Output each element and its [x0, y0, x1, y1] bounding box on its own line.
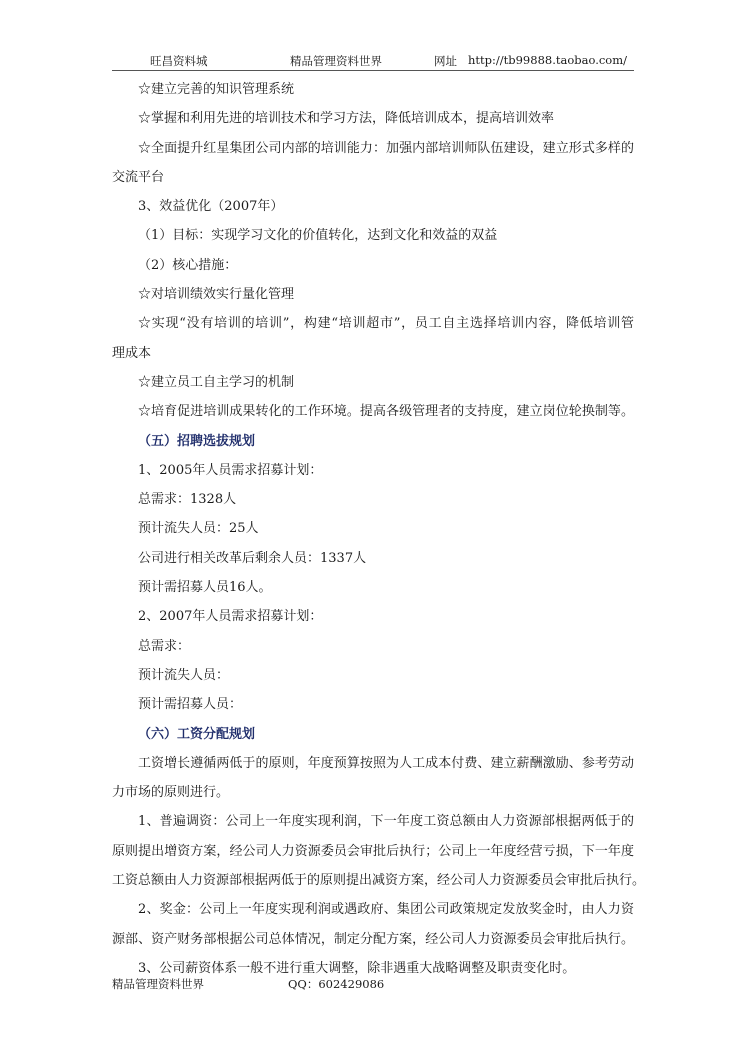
text-line: ☆全面提升红星集团公司内部的培训能力：加强内部培训师队伍建设，建立形式多样的	[138, 140, 634, 156]
text-line: ☆培育促进培训成果转化的工作环境。提高各级管理者的支持度，建立岗位轮换制等。	[138, 404, 634, 420]
text-line: ☆实现“没有培训的培训”，构建“培训超市”，员工自主选择培训内容，降低培训管	[138, 316, 634, 332]
text-line: （2）核心措施：	[138, 257, 238, 273]
header-site-name: 旺昌资料城	[150, 54, 208, 68]
header-url[interactable]: http://tb99888.taobao.com/	[468, 53, 627, 67]
header-title: 精品管理资料世界	[290, 54, 382, 68]
section-heading: （五）招聘选拔规划	[138, 433, 256, 449]
text-line: 1、2005年人员需求招募计划：	[138, 462, 323, 478]
text-line: 3、公司薪资体系一般不进行重大调整，除非遇重大战略调整及职责变化时。	[138, 960, 576, 976]
text-line: 理成本	[112, 345, 152, 361]
header-url-label: 网址	[434, 54, 457, 68]
text-line: 预计需招募人员16人。	[138, 580, 272, 596]
text-line: 预计需招募人员：	[138, 697, 243, 713]
text-line: 总需求：	[138, 638, 191, 654]
text-line: 源部、资产财务部根据公司总体情况，制定分配方案，经公司人力资源委员会审批后执行。	[112, 931, 634, 947]
footer-qq: QQ：602429086	[288, 977, 385, 991]
footer-title: 精品管理资料世界	[112, 977, 204, 991]
text-line: 交流平台	[112, 169, 165, 185]
text-line: 工资增长遵循两低于的原则，年度预算按照为人工成本付费、建立薪酬激励、参考劳动	[138, 755, 634, 771]
text-line: ☆建立完善的知识管理系统	[138, 82, 295, 97]
document-body	[112, 75, 646, 983]
text-line: 2、2007年人员需求招募计划：	[138, 609, 323, 625]
text-line: 总需求：1328人	[138, 492, 237, 508]
text-line: 预计流失人员：25人	[138, 521, 259, 537]
text-line: （1）目标：实现学习文化的价值转化，达到文化和效益的双益	[138, 228, 498, 244]
text-line: 公司进行相关改革后剩余人员：1337人	[138, 550, 367, 566]
text-line: 工资总额由人力资源部根据两低于的原则提出减资方案，经公司人力资源委员会审批后执行。	[112, 873, 646, 889]
text-line: 力市场的原则进行。	[112, 785, 230, 801]
text-line: ☆对培训绩效实行量化管理	[138, 287, 295, 303]
text-line: 3、效益优化（2007年）	[138, 199, 284, 215]
page-header	[112, 50, 634, 71]
text-line: 预计流失人员：	[138, 667, 230, 683]
text-line: ☆建立员工自主学习的机制	[138, 374, 295, 390]
text-line: 1、普遍调资：公司上一年度实现利润，下一年度工资总额由人力资源部根据两低于的	[138, 814, 634, 830]
text-line: 原则提出增资方案，经公司人力资源委员会审批后执行；公司上一年度经营亏损，下一年度	[112, 843, 634, 859]
section-heading: （六）工资分配规划	[138, 726, 256, 742]
text-line: 2、奖金：公司上一年度实现利润或遇政府、集团公司政策规定发放奖金时，由人力资	[138, 902, 634, 918]
text-line: ☆掌握和利用先进的培训技术和学习方法，降低培训成本，提高培训效率	[138, 111, 555, 127]
